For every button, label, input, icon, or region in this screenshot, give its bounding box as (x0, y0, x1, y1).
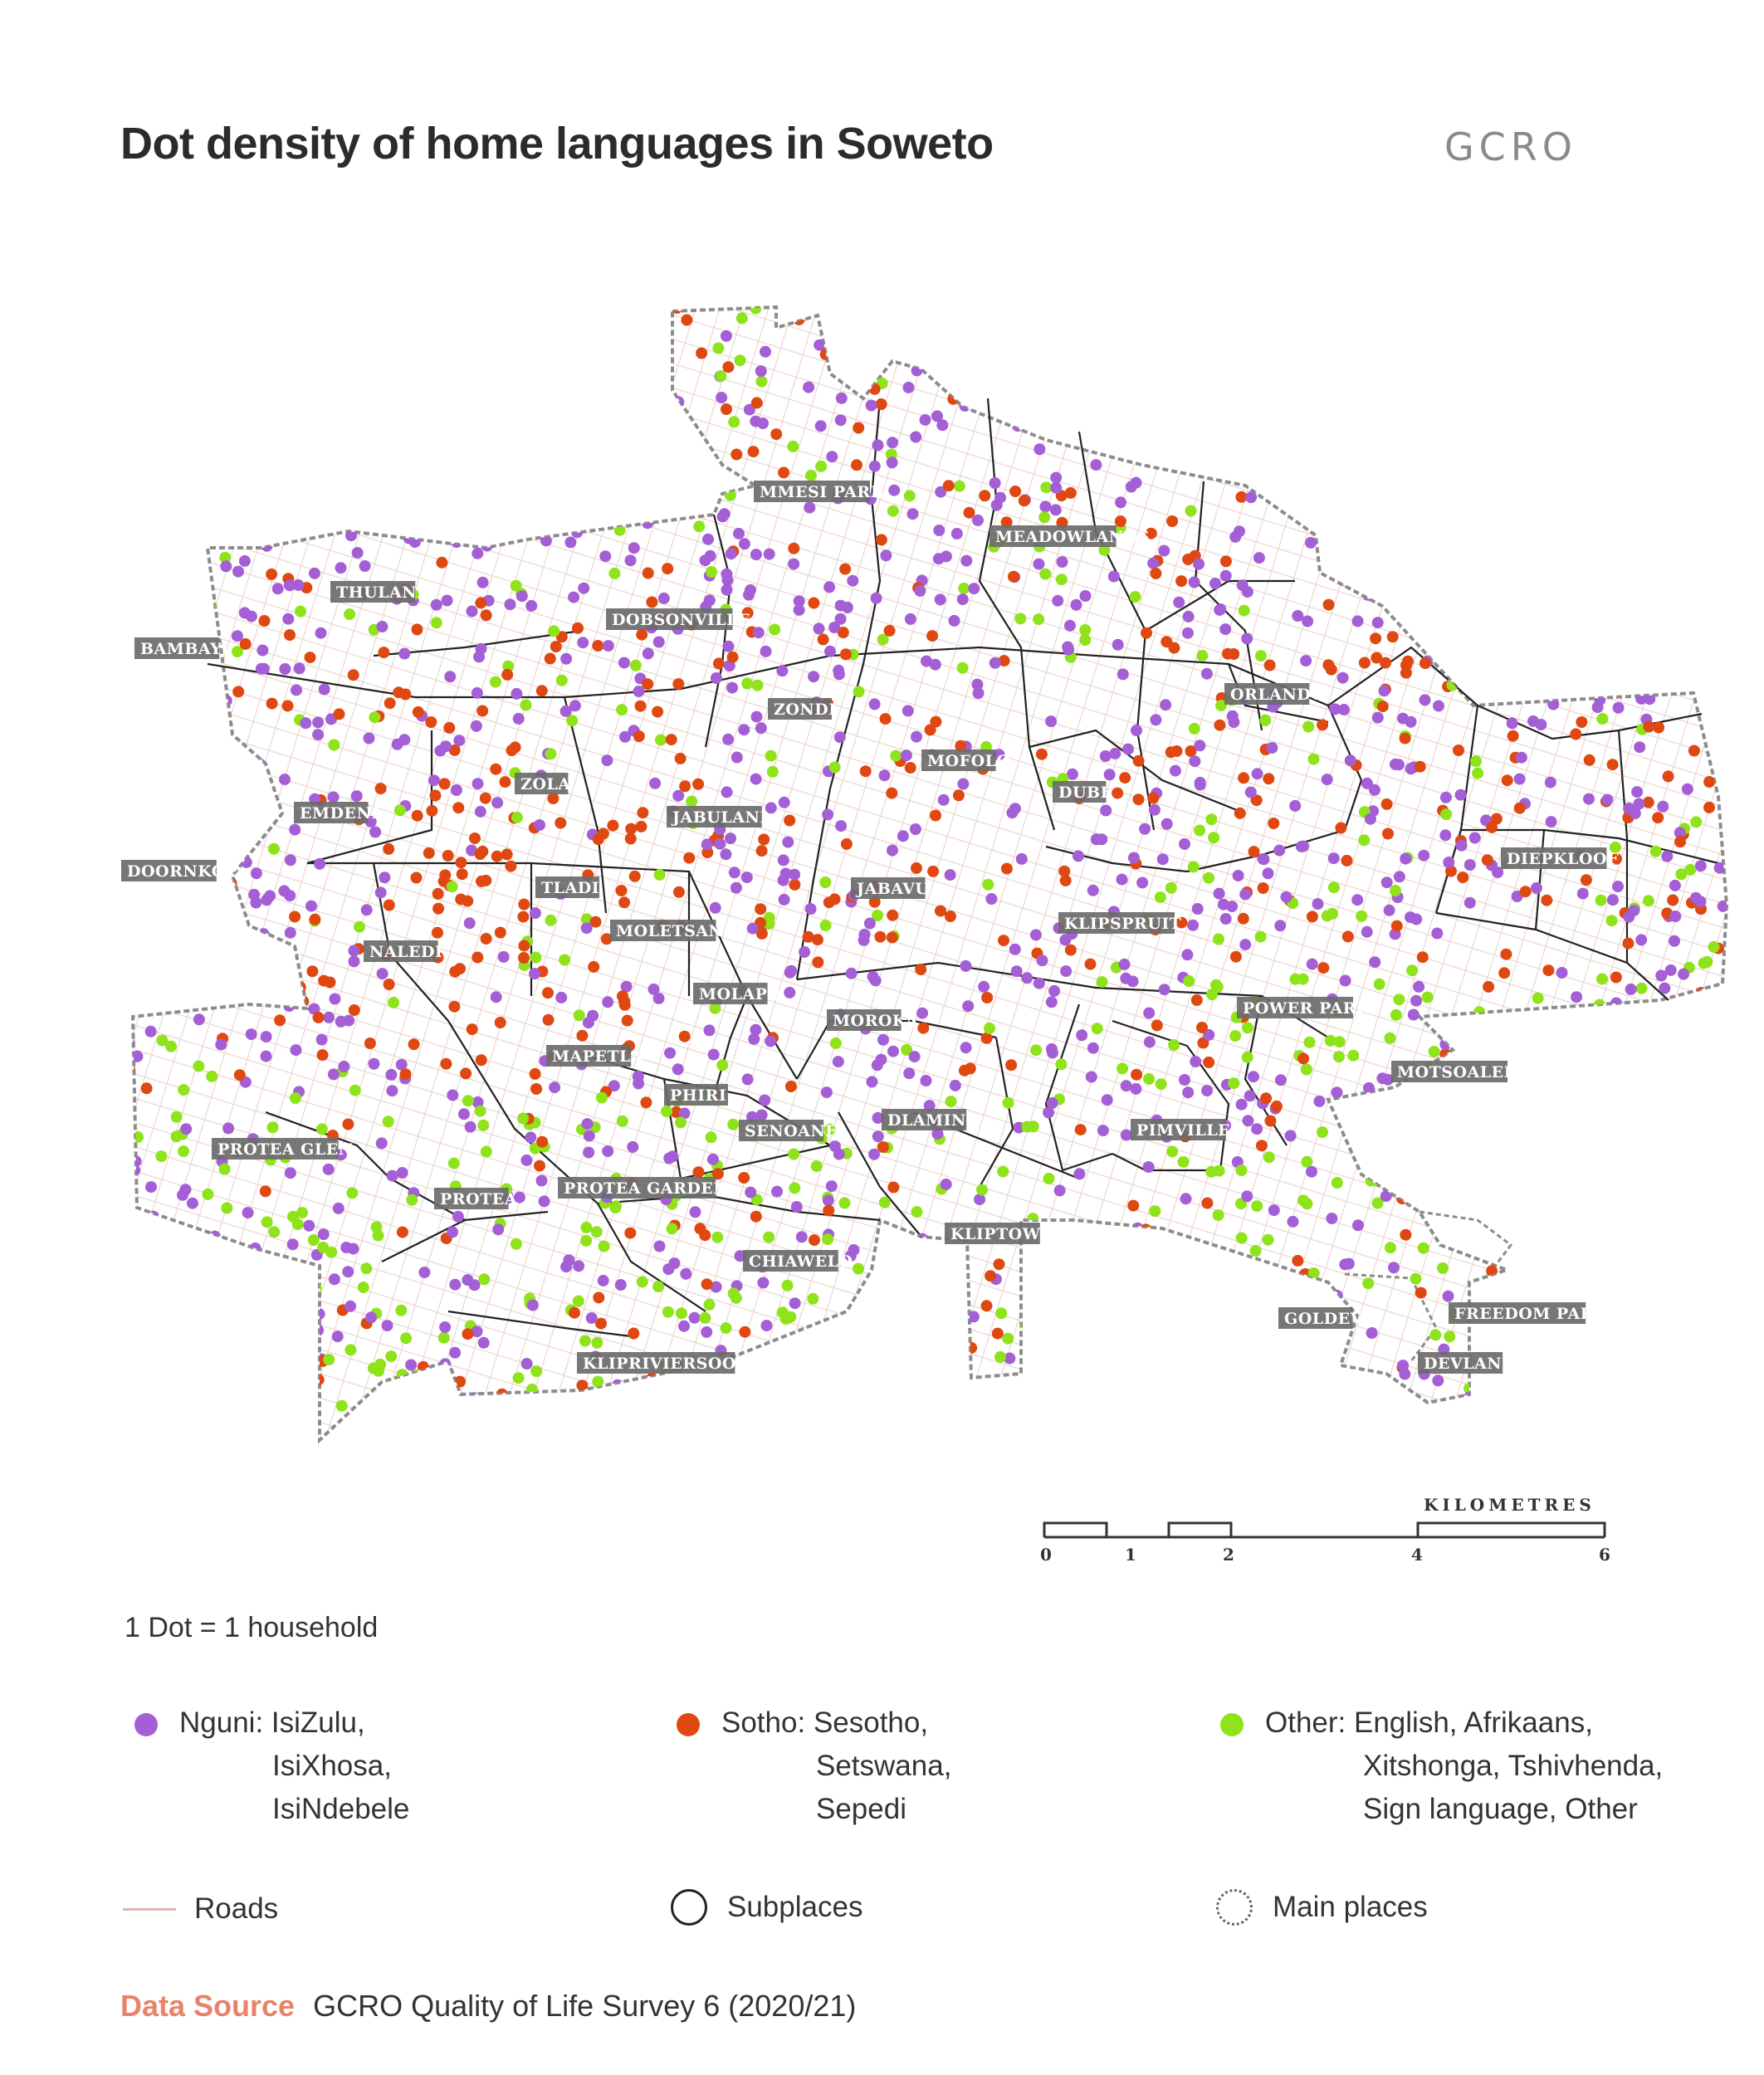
data-source-label: Data Source (120, 1989, 296, 2023)
legend-sotho-line1: Sesotho, (813, 1706, 929, 1739)
svg-text:KLIPRIVIERSOOG: KLIPRIVIERSOOG (583, 1355, 750, 1373)
svg-text:JABULANI: JABULANI (672, 808, 768, 827)
main-place-circle-icon (1216, 1889, 1253, 1926)
svg-text:ZONDI: ZONDI (774, 701, 837, 719)
legend-other-line3: Sign language, Other (1363, 1793, 1638, 1825)
legend-roads-label: Roads (194, 1892, 279, 1925)
svg-text:DOBSONVILLE: DOBSONVILLE (612, 611, 751, 629)
place-label-power-park (1237, 997, 1371, 1018)
place-label-bambayi (134, 637, 230, 659)
svg-text:THULANI: THULANI (336, 583, 425, 602)
svg-text:BAMBAYI: BAMBAYI (140, 640, 230, 658)
sotho-dot-icon (677, 1713, 700, 1736)
other-dot-icon (1220, 1713, 1244, 1736)
svg-text:MOTSOALEDI: MOTSOALEDI (1397, 1063, 1526, 1081)
legend-other-line2: Xitshonga, Tshivhenda, (1363, 1750, 1664, 1782)
scale-title: KILOMETRES (1424, 1495, 1595, 1515)
svg-text:PROTEA: PROTEA (440, 1190, 517, 1208)
svg-text:MOLAPO: MOLAPO (699, 985, 782, 1003)
legend-other (1220, 1702, 1663, 1831)
place-label-molapo (693, 983, 782, 1004)
svg-text:TLADI: TLADI (541, 879, 600, 897)
legend-sotho-line3: Sepedi (816, 1793, 906, 1825)
svg-text:MEADOWLANDS: MEADOWLANDS (995, 528, 1150, 546)
place-label-orlando (1224, 683, 1325, 705)
place-label-mofolo (921, 749, 1011, 771)
legend-subplaces (671, 1889, 862, 1926)
chart-title: Dot density of home languages in Soweto (120, 119, 994, 168)
legend-nguni-line3: IsiNdebele (272, 1793, 410, 1825)
legend-sotho-head: Sotho: (721, 1706, 806, 1739)
svg-text:DEVLAND: DEVLAND (1424, 1355, 1517, 1373)
place-label-doornkop (121, 860, 238, 881)
data-source-text: GCRO Quality of Life Survey 6 (2020/21) (313, 1989, 857, 2023)
svg-text:MOLETSANE: MOLETSANE (616, 922, 736, 940)
place-label-protea (434, 1188, 517, 1209)
place-label-devland (1418, 1352, 1516, 1374)
data-source (120, 1989, 856, 2024)
place-label-dlamini (882, 1109, 974, 1130)
svg-text:MMESI PARK: MMESI PARK (760, 483, 885, 501)
svg-text:KLIPTOWN: KLIPTOWN (950, 1225, 1056, 1243)
legend-other-head: Other: (1265, 1706, 1346, 1739)
scale-tick-0: 0 (1040, 1545, 1052, 1565)
place-label-meadowlands (990, 525, 1150, 547)
place-label-protea-gardens (558, 1177, 740, 1199)
place-label-emdeni (294, 802, 379, 823)
svg-text:ZOLA: ZOLA (520, 775, 571, 793)
scale-bar (1040, 1495, 1610, 1565)
svg-text:JABAVU: JABAVU (857, 880, 930, 898)
legend-roads (123, 1892, 278, 1926)
place-label-senoane (739, 1120, 838, 1141)
svg-text:NALEDI: NALEDI (369, 943, 443, 961)
legend-nguni (134, 1702, 409, 1831)
legend-main-places (1216, 1889, 1428, 1926)
place-label-mapetla (546, 1045, 643, 1067)
svg-text:PROTEA GARDENS: PROTEA GARDENS (564, 1179, 740, 1198)
place-label-zondi (768, 698, 837, 720)
scale-tick-1: 1 (1125, 1545, 1136, 1565)
legend-nguni-line1: IsiZulu, (271, 1706, 365, 1739)
legend-nguni-line2: IsiXhosa, (272, 1750, 392, 1782)
svg-text:KLIPSPRUIT: KLIPSPRUIT (1064, 915, 1182, 933)
svg-text:ORLANDO: ORLANDO (1230, 686, 1326, 704)
place-label-tladi (535, 876, 599, 898)
scale-tick-6: 6 (1599, 1545, 1610, 1565)
svg-text:FREEDOM PARK: FREEDOM PARK (1454, 1305, 1608, 1323)
place-label-kliptown (945, 1223, 1055, 1244)
place-label-mmesi-park (754, 481, 886, 502)
legend-other-line1: English, Afrikaans, (1354, 1706, 1593, 1739)
legend-subplaces-label: Subplaces (727, 1891, 863, 1923)
svg-text:CHIAWELO: CHIAWELO (749, 1252, 853, 1271)
legend-main-places-label: Main places (1273, 1891, 1428, 1923)
legend-nguni-head: Nguni: (179, 1706, 264, 1739)
place-label-naledi (364, 940, 442, 962)
svg-text:DUBE: DUBE (1058, 784, 1113, 802)
scale-tick-4: 4 (1411, 1545, 1423, 1565)
svg-text:PROTEA GLEN: PROTEA GLEN (217, 1140, 354, 1159)
svg-text:GOLDEV: GOLDEV (1284, 1310, 1363, 1328)
svg-text:PHIRI: PHIRI (670, 1086, 727, 1105)
svg-text:MAPETLA: MAPETLA (552, 1047, 644, 1066)
svg-text:PIMVILLE: PIMVILLE (1136, 1121, 1231, 1140)
place-label-protea-glen (212, 1138, 354, 1160)
gcro-logo: GCRO (1444, 124, 1577, 169)
place-label-dube (1053, 781, 1113, 803)
place-label-zola (515, 773, 571, 794)
place-label-moletsane (610, 920, 735, 941)
place-label-freedom-park (1449, 1302, 1609, 1324)
subplace-circle-icon (671, 1889, 707, 1926)
place-label-diepkloof (1501, 847, 1619, 869)
place-label-klipriviersoog (577, 1352, 750, 1374)
svg-text:POWER PARK: POWER PARK (1243, 999, 1371, 1018)
place-label-jabavu (851, 877, 929, 899)
place-label-thulani (330, 581, 425, 603)
svg-text:MOROKA: MOROKA (833, 1012, 919, 1030)
svg-text:DLAMINI: DLAMINI (887, 1111, 975, 1130)
svg-text:SENOANE: SENOANE (745, 1122, 838, 1140)
place-label-jabulani (667, 806, 768, 828)
legend-sotho (677, 1702, 951, 1831)
place-label-klipspruit (1058, 912, 1181, 934)
road-line-icon (123, 1908, 176, 1911)
nguni-dot-icon (134, 1713, 158, 1736)
svg-text:DIEPKLOOF: DIEPKLOOF (1507, 850, 1620, 868)
place-label-pimville (1131, 1119, 1230, 1140)
place-label-goldev (1278, 1307, 1364, 1329)
svg-text:EMDENI: EMDENI (300, 804, 379, 823)
dot-note: 1 Dot = 1 household (125, 1612, 379, 1643)
svg-text:MOFOLO: MOFOLO (927, 752, 1011, 770)
place-label-phiri (664, 1084, 728, 1106)
place-label-chiawelo (743, 1250, 853, 1272)
place-label-dobsonville (606, 608, 750, 630)
place-label-motsoaledi (1391, 1061, 1526, 1082)
scale-tick-2: 2 (1223, 1545, 1234, 1565)
legend-sotho-line2: Setswana, (816, 1750, 952, 1782)
svg-text:DOORNKOP: DOORNKOP (127, 862, 238, 881)
place-label-moroka (827, 1009, 918, 1031)
